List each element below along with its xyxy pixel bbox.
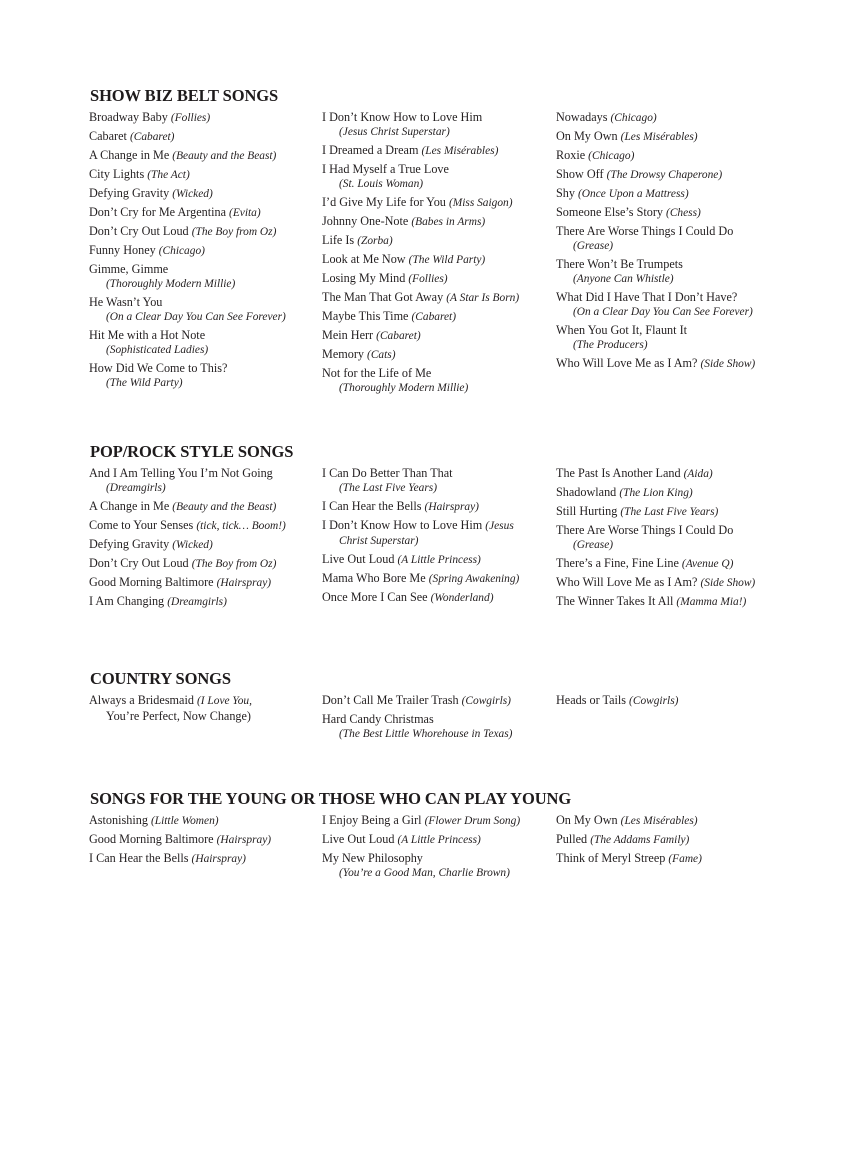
song-entry — [322, 347, 554, 363]
song-entry — [89, 262, 321, 292]
song-title: There Won’t Be Trumpets — [556, 257, 683, 271]
song-title: On My Own — [556, 813, 618, 827]
show-name: (Wicked) — [172, 188, 213, 200]
song-column-3 — [556, 466, 788, 613]
song-entry — [89, 186, 321, 202]
song-title: There Are Worse Things I Could Do — [556, 224, 734, 238]
song-title: City Lights — [89, 167, 145, 181]
song-entry — [89, 499, 321, 515]
show-name: (A Star Is Born) — [446, 292, 520, 304]
song-entry — [89, 556, 321, 572]
show-name: (tick, tick… Boom!) — [196, 520, 286, 532]
song-entry — [89, 205, 321, 221]
show-name: (A Little Princess) — [397, 834, 481, 846]
show-name: (A Little Princess) — [397, 554, 481, 566]
section-heading: POP/ROCK STYLE SONGS — [90, 442, 294, 461]
show-name: (Mamma Mia!) — [676, 596, 747, 608]
show-name: (Beauty and the Beast) — [172, 501, 277, 513]
song-title: Don’t Cry for Me Argentina — [89, 205, 226, 219]
song-title: On My Own — [556, 129, 618, 143]
song-column-1 — [89, 813, 321, 870]
song-title: My New Philosophy — [322, 851, 423, 865]
song-entry — [322, 518, 554, 549]
song-entry — [556, 167, 788, 183]
song-entry — [89, 224, 321, 240]
song-title: He Wasn’t You — [89, 295, 163, 309]
song-entry — [556, 290, 788, 320]
show-name: (Follies) — [170, 112, 211, 124]
section-country — [89, 669, 809, 740]
song-title: There’s a Fine, Fine Line — [556, 556, 679, 570]
section-heading: SONGS FOR THE YOUNG OR THOSE WHO CAN PLAY YOUNG — [90, 789, 572, 808]
song-title: I Can Hear the Bells — [322, 499, 422, 513]
song-entry — [322, 252, 554, 268]
song-title: The Man That Got Away — [322, 290, 444, 304]
show-name-continued: (The Last Five Years) — [339, 482, 437, 494]
song-title: Good Morning Baltimore — [89, 832, 214, 846]
song-column-2 — [322, 813, 554, 884]
show-name: (Chicago) — [588, 150, 635, 162]
song-title: Look at Me Now — [322, 252, 406, 266]
song-title: Live Out Loud — [322, 552, 395, 566]
song-title: I Am Changing — [89, 594, 165, 608]
song-entry — [556, 129, 788, 145]
song-entry — [89, 295, 321, 325]
song-title: Maybe This Time — [322, 309, 409, 323]
song-title: Think of Meryl Streep — [556, 851, 666, 865]
show-name: (Side Show) — [700, 358, 756, 370]
song-title: I Can Hear the Bells — [89, 851, 189, 865]
song-title: Funny Honey — [89, 243, 156, 257]
show-name: (Follies) — [408, 273, 448, 285]
song-title: I Don’t Know How to Love Him — [322, 110, 483, 124]
song-column-3 — [556, 110, 788, 375]
song-entry — [322, 271, 554, 287]
show-name: (The Addams Family) — [590, 834, 690, 846]
song-entry — [322, 466, 554, 496]
show-name: (Chicago) — [158, 245, 205, 257]
show-name: (Hairspray) — [216, 577, 272, 589]
song-entry — [556, 523, 788, 553]
song-title: Live Out Loud — [322, 832, 395, 846]
show-name: (Cowgirls) — [629, 695, 679, 707]
song-entry — [322, 214, 554, 230]
song-title: Someone Else’s Story — [556, 205, 663, 219]
song-title: What Did I Have That I Don’t Have? — [556, 290, 738, 304]
show-name: (Cats) — [367, 349, 396, 361]
song-entry — [89, 594, 321, 610]
song-columns — [89, 466, 809, 608]
song-title: I Had Myself a True Love — [322, 162, 449, 176]
show-name: (Wonderland) — [430, 592, 494, 604]
song-entry — [556, 466, 788, 482]
song-title: Don’t Cry Out Loud — [89, 556, 189, 570]
show-name-continued: Christ Superstar) — [339, 535, 419, 547]
song-entry — [89, 693, 321, 724]
show-name-continued: (St. Louis Woman) — [339, 178, 424, 190]
song-entry — [89, 243, 321, 259]
show-name: (Les Misérables) — [421, 145, 499, 157]
song-title: Gimme, Gimme — [89, 262, 169, 276]
show-name-continued: (Jesus Christ Superstar) — [339, 126, 450, 138]
song-entry — [322, 162, 554, 192]
song-column-1 — [89, 693, 321, 727]
show-name-continued: (Anyone Can Whistle) — [573, 273, 674, 285]
song-title: Broadway Baby — [89, 110, 168, 124]
song-entry — [322, 571, 554, 587]
song-entry — [556, 575, 788, 591]
song-title: Cabaret — [89, 129, 127, 143]
song-columns — [89, 813, 809, 879]
song-entry — [89, 129, 321, 145]
song-entry — [556, 556, 788, 572]
song-title: Life Is — [322, 233, 355, 247]
song-title: Memory — [322, 347, 364, 361]
section-show-biz-belt — [89, 86, 809, 394]
show-name: (Beauty and the Beast) — [172, 150, 277, 162]
song-title: Johnny One-Note — [322, 214, 409, 228]
song-entry — [322, 233, 554, 249]
song-entry — [89, 328, 321, 358]
song-title: Roxie — [556, 148, 586, 162]
show-name: (Cabaret) — [411, 311, 457, 323]
song-column-1 — [89, 466, 321, 613]
song-title: I Can Do Better Than That — [322, 466, 453, 480]
song-entry — [89, 518, 321, 534]
song-entry — [556, 594, 788, 610]
song-title: Losing My Mind — [322, 271, 406, 285]
song-title: There Are Worse Things I Could Do — [556, 523, 734, 537]
show-name-continued: (Sophisticated Ladies) — [106, 344, 209, 356]
song-title: Pulled — [556, 832, 588, 846]
song-title: I Enjoy Being a Girl — [322, 813, 422, 827]
song-columns — [89, 693, 809, 740]
song-entry — [556, 205, 788, 221]
song-entry — [556, 832, 788, 848]
section-heading: SHOW BIZ BELT SONGS — [90, 86, 279, 105]
song-entry — [556, 813, 788, 829]
song-title: Hard Candy Christmas — [322, 712, 434, 726]
song-entry — [556, 148, 788, 164]
song-column-3 — [556, 813, 788, 870]
show-name: (Jesus — [485, 520, 514, 532]
show-name: (Dreamgirls) — [167, 596, 227, 608]
show-name: (The Act) — [147, 169, 190, 181]
show-name: (Wicked) — [172, 539, 213, 551]
show-name: (Avenue Q) — [681, 558, 734, 570]
show-name: (Hairspray) — [216, 834, 272, 846]
show-name-continued: (Grease) — [573, 539, 614, 551]
song-title: Show Off — [556, 167, 604, 181]
song-entry — [556, 485, 788, 501]
song-title: And I Am Telling You I’m Not Going — [89, 466, 273, 480]
song-title: A Change in Me — [89, 148, 170, 162]
show-name: (The Wild Party) — [408, 254, 486, 266]
song-entry — [89, 361, 321, 391]
song-title: Astonishing — [89, 813, 148, 827]
song-column-2 — [322, 110, 554, 399]
show-name-continued: (Thoroughly Modern Millie) — [106, 278, 236, 290]
show-name: (Miss Saigon) — [448, 197, 513, 209]
song-entry — [322, 309, 554, 325]
song-columns — [89, 110, 809, 394]
song-title: Defying Gravity — [89, 186, 170, 200]
song-entry — [556, 693, 788, 709]
song-title: Hit Me with a Hot Note — [89, 328, 206, 342]
song-entry — [89, 851, 321, 867]
song-entry — [556, 851, 788, 867]
song-title: Nowadays — [556, 110, 608, 124]
song-entry — [556, 504, 788, 520]
show-name: (Little Women) — [150, 815, 219, 827]
song-column-2 — [322, 693, 554, 745]
song-entry — [322, 499, 554, 515]
song-title: How Did We Come to This? — [89, 361, 228, 375]
show-name: (Les Misérables) — [620, 815, 698, 827]
section-young — [89, 789, 809, 879]
song-title: I’d Give My Life for You — [322, 195, 446, 209]
show-name: (Cowgirls) — [461, 695, 511, 707]
song-entry — [322, 813, 554, 829]
song-title: Shadowland — [556, 485, 617, 499]
show-name: (Aida) — [683, 468, 713, 480]
show-name: (Les Misérables) — [620, 131, 698, 143]
song-title: Defying Gravity — [89, 537, 170, 551]
song-entry — [556, 110, 788, 126]
song-entry — [89, 148, 321, 164]
song-entry — [322, 693, 554, 709]
song-entry — [322, 366, 554, 396]
song-entry — [322, 832, 554, 848]
song-title: Heads or Tails — [556, 693, 626, 707]
song-entry — [556, 224, 788, 254]
show-name: (The Drowsy Chaperone) — [606, 169, 723, 181]
show-name: (The Boy from Oz) — [191, 558, 277, 570]
song-title: Good Morning Baltimore — [89, 575, 214, 589]
song-entry — [89, 167, 321, 183]
song-title: Always a Bridesmaid — [89, 693, 194, 707]
show-name: (I Love You, — [196, 695, 252, 707]
show-name-continued: (The Best Little Whorehouse in Texas) — [339, 728, 513, 740]
show-name: (Zorba) — [357, 235, 393, 247]
song-entry — [89, 537, 321, 553]
song-title: The Past Is Another Land — [556, 466, 681, 480]
song-entry — [322, 110, 554, 140]
song-entry — [322, 552, 554, 568]
show-name-continued: (The Wild Party) — [106, 377, 183, 389]
show-name: (Fame) — [668, 853, 702, 865]
song-entry — [89, 832, 321, 848]
song-title: Mama Who Bore Me — [322, 571, 426, 585]
song-entry — [89, 813, 321, 829]
section-heading: COUNTRY SONGS — [90, 669, 231, 688]
song-title: I Dreamed a Dream — [322, 143, 419, 157]
song-title: Still Hurting — [556, 504, 618, 518]
song-entry — [556, 257, 788, 287]
song-entry — [89, 110, 321, 126]
song-title: A Change in Me — [89, 499, 170, 513]
song-column-1 — [89, 110, 321, 394]
show-name: (Side Show) — [700, 577, 756, 589]
song-title: Who Will Love Me as I Am? — [556, 356, 698, 370]
song-title: Who Will Love Me as I Am? — [556, 575, 698, 589]
show-name-continued: (Thoroughly Modern Millie) — [339, 382, 469, 394]
show-name: (The Lion King) — [619, 487, 693, 499]
show-name-continued: (On a Clear Day You Can See Forever) — [106, 311, 286, 323]
song-entry — [322, 851, 554, 881]
show-name-continued: (Dreamgirls) — [106, 482, 166, 494]
song-title: I Don’t Know How to Love Him — [322, 518, 483, 532]
song-column-2 — [322, 466, 554, 609]
song-entry — [556, 186, 788, 202]
show-name: (Chicago) — [610, 112, 657, 124]
song-column-3 — [556, 693, 788, 712]
show-name: (Once Upon a Mattress) — [578, 188, 689, 200]
song-title: Come to Your Senses — [89, 518, 194, 532]
show-name: (Hairspray) — [424, 501, 479, 513]
song-entry — [556, 323, 788, 353]
song-title: Mein Herr — [322, 328, 374, 342]
song-entry — [322, 290, 554, 306]
show-name: (Cabaret) — [129, 131, 175, 143]
song-entry — [89, 575, 321, 591]
song-title: The Winner Takes It All — [556, 594, 674, 608]
show-name: (Hairspray) — [191, 853, 246, 865]
song-entry — [322, 328, 554, 344]
song-entry — [322, 143, 554, 159]
show-name-continued: (The Producers) — [573, 339, 648, 351]
song-title: Shy — [556, 186, 575, 200]
section-pop-rock — [89, 442, 809, 608]
song-entry — [322, 195, 554, 211]
show-name: (The Boy from Oz) — [191, 226, 277, 238]
show-name: (Flower Drum Song) — [424, 815, 521, 827]
song-title: Once More I Can See — [322, 590, 428, 604]
song-entry — [556, 356, 788, 372]
show-name-continued: (You’re a Good Man, Charlie Brown) — [339, 867, 510, 879]
song-title: Don’t Call Me Trailer Trash — [322, 693, 459, 707]
show-name-continued: (Grease) — [573, 240, 614, 252]
show-name: (Spring Awakening) — [428, 573, 520, 585]
show-name: (Babes in Arms) — [411, 216, 486, 228]
show-name-continued: You’re Perfect, Now Change) — [106, 709, 251, 723]
song-entry — [322, 712, 554, 742]
show-name: (Cabaret) — [376, 330, 421, 342]
song-entry — [322, 590, 554, 606]
show-name-continued: (On a Clear Day You Can See Forever) — [573, 306, 753, 318]
song-title: Don’t Cry Out Loud — [89, 224, 189, 238]
song-entry — [89, 466, 321, 496]
song-title: Not for the Life of Me — [322, 366, 432, 380]
song-title: When You Got It, Flaunt It — [556, 323, 688, 337]
show-name: (Chess) — [666, 207, 701, 219]
show-name: (The Last Five Years) — [620, 506, 719, 518]
show-name: (Evita) — [229, 207, 261, 219]
